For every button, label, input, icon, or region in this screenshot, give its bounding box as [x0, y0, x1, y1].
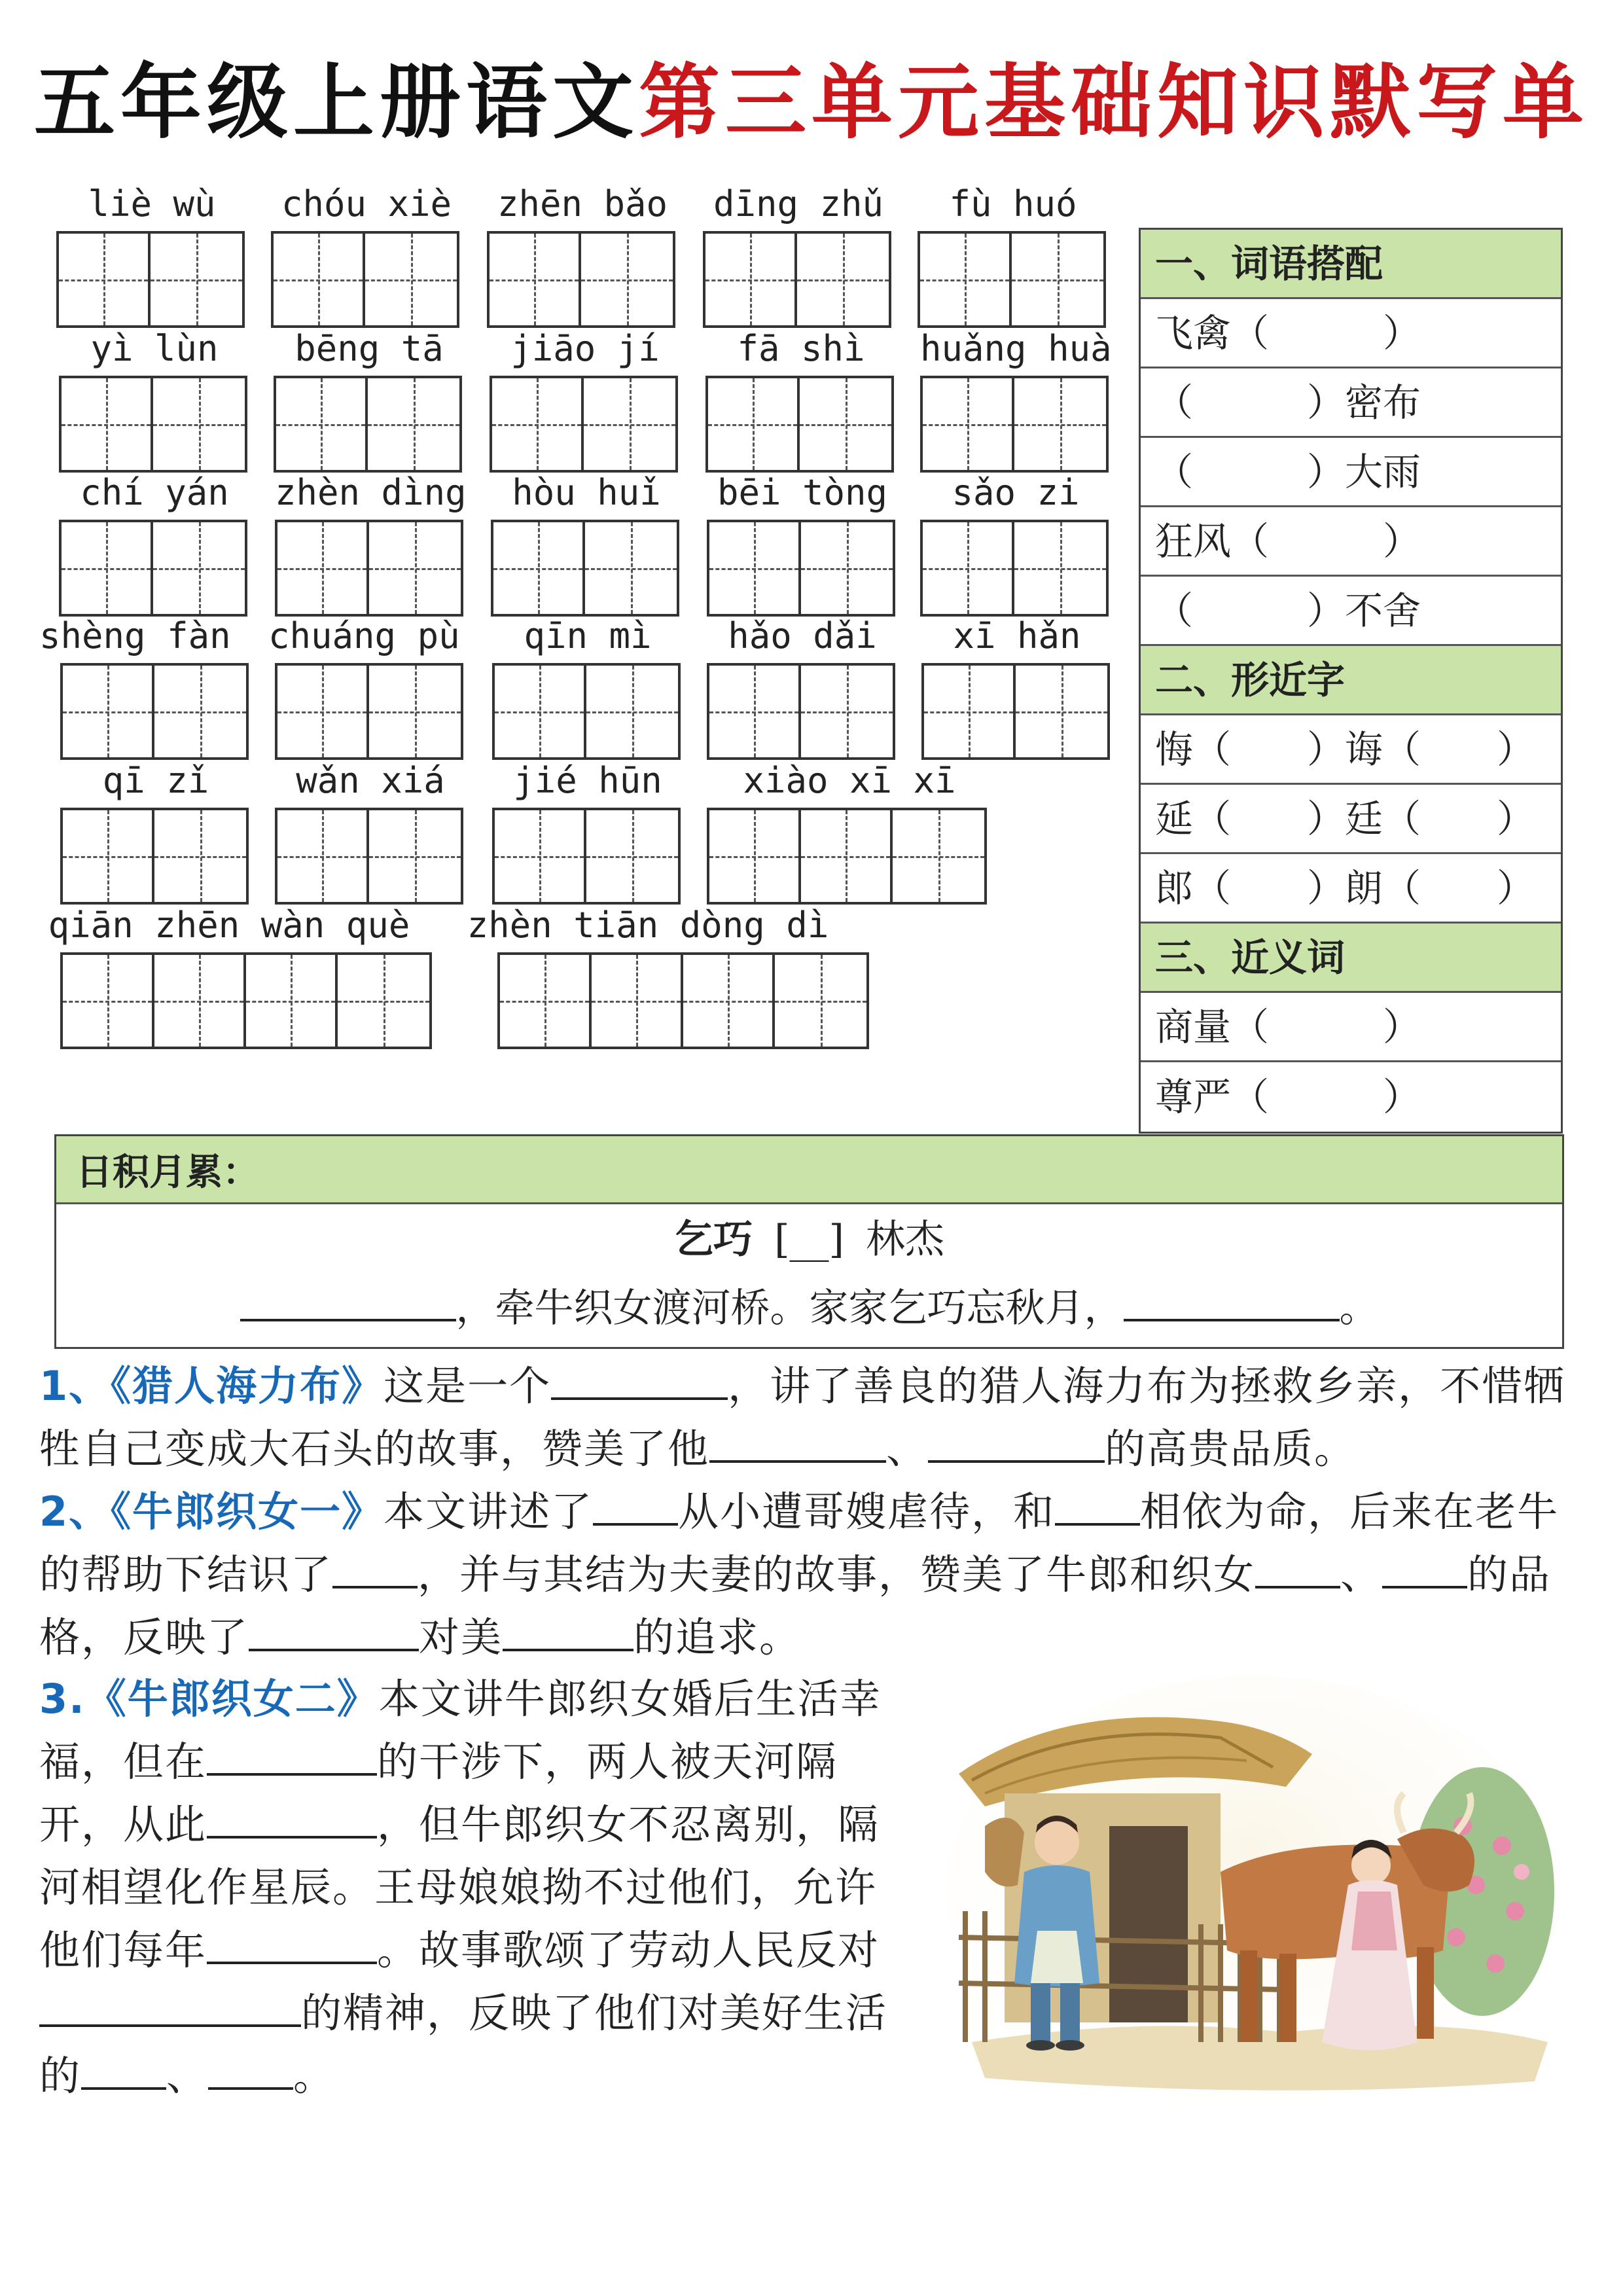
answer-blank[interactable]	[249, 1610, 419, 1651]
writing-boxes[interactable]	[274, 376, 462, 473]
answer-blank[interactable]	[207, 1734, 377, 1776]
poem-title: 乞巧	[674, 1217, 753, 1263]
writing-boxes[interactable]	[275, 663, 463, 760]
question-text: 的精神，反映了他们对美好生活的	[39, 1989, 888, 2100]
question-2	[39, 1480, 1590, 1669]
pinyin-label: qīn mì	[524, 615, 652, 656]
pinyin-label: chóu xiè	[281, 183, 452, 224]
pinyin-label: fā shì	[737, 328, 865, 369]
writing-boxes[interactable]	[921, 663, 1110, 760]
pinyin-label: jiāo jí	[510, 328, 660, 369]
pinyin-label: hǎo dǎi	[728, 615, 877, 656]
writing-boxes[interactable]	[275, 808, 463, 905]
question-number: 2、《牛郎织女一》	[39, 1488, 384, 1535]
poem-author: 林杰	[865, 1217, 944, 1263]
question-number: 3.《牛郎织女二》	[39, 1675, 379, 1723]
question-text: 的追求。	[633, 1613, 802, 1661]
pinyin-label: zhèn dìng	[275, 472, 467, 513]
pinyin-label: fù huó	[949, 183, 1077, 224]
fill-row[interactable]: 延（ ）廷（ ）	[1141, 785, 1561, 854]
writing-boxes[interactable]	[703, 231, 891, 328]
question-text: 的品格，反映了	[39, 1551, 1552, 1661]
pinyin-label: yì lùn	[90, 328, 219, 369]
writing-boxes[interactable]	[920, 520, 1109, 617]
section-header-similar-chars: 二、形近字	[1141, 646, 1561, 715]
title-part-1: 五年级上册语文	[33, 56, 639, 150]
pinyin-label: bēng tā	[294, 328, 444, 369]
writing-boxes[interactable]	[918, 231, 1106, 328]
writing-boxes[interactable]	[492, 808, 681, 905]
title-part-2: 第三单元基础知识默写单	[639, 56, 1590, 150]
fill-row[interactable]: （ ）不舍	[1141, 577, 1561, 646]
pinyin-label: huǎng huà	[920, 328, 1112, 369]
fill-row[interactable]: 郎（ ）朗（ ）	[1141, 854, 1561, 924]
answer-blank[interactable]	[332, 1547, 418, 1588]
writing-boxes[interactable]	[707, 520, 895, 617]
question-text: 对美	[419, 1613, 503, 1661]
page-title	[0, 56, 1623, 150]
pinyin-label: chuáng pù	[268, 615, 460, 656]
answer-blank[interactable]	[81, 2049, 166, 2090]
answer-blank[interactable]	[593, 1484, 678, 1526]
writing-boxes[interactable]	[487, 231, 675, 328]
writing-boxes[interactable]	[497, 952, 869, 1049]
question-text: ，讲了善良的猎人海力布为拯救乡亲，不惜牺牲自己变成大石头的故事，赞美了他	[39, 1362, 1566, 1473]
pinyin-label: chí yán	[80, 472, 229, 513]
pinyin-label: zhèn tiān dòng dì	[467, 905, 829, 946]
question-text: 的干涉下，两人被天河隔开，从此	[39, 1738, 838, 1848]
question-text: 从小遭哥嫂虐待，和	[678, 1488, 1056, 1535]
fill-row[interactable]: （ ）大雨	[1141, 438, 1561, 507]
section-header-word-pairing: 一、词语搭配	[1141, 230, 1561, 299]
pinyin-label: zhēn bǎo	[497, 183, 668, 224]
pinyin-label: qiān zhēn wàn què	[48, 905, 410, 946]
pinyin-label: qī zǐ	[102, 760, 209, 801]
question-text: 的高贵品质。	[1105, 1425, 1357, 1473]
fill-row[interactable]: 狂风（ ）	[1141, 507, 1561, 577]
fill-row[interactable]: 悔（ ）诲（ ）	[1141, 715, 1561, 785]
poem-title-line	[56, 1217, 1562, 1263]
question-3	[39, 1668, 916, 2108]
fill-row[interactable]: 飞禽（ ）	[1141, 299, 1561, 368]
answer-blank[interactable]	[928, 1422, 1105, 1463]
question-text: 。故事歌颂了劳动人民反对	[377, 1926, 880, 1974]
writing-boxes[interactable]	[492, 663, 681, 760]
question-text: 、	[886, 1425, 929, 1473]
answer-blank[interactable]	[503, 1610, 633, 1651]
writing-boxes[interactable]	[60, 952, 432, 1049]
answer-blank[interactable]	[207, 1923, 377, 1964]
question-text: 这是一个	[383, 1362, 552, 1410]
poem-text: ，牵牛织女渡河桥。家家乞巧忘秋月，	[455, 1285, 1124, 1331]
pinyin-label: wǎn xiá	[296, 760, 445, 801]
writing-boxes[interactable]	[490, 376, 678, 473]
writing-boxes[interactable]	[59, 520, 247, 617]
question-text: ，但牛郎织女不忍离别，隔河相望化作星辰。王母娘娘拗不过他们，允许他们每年	[39, 1801, 880, 1974]
fill-row[interactable]: 尊严（ ）	[1155, 1075, 1421, 1119]
answer-blank[interactable]	[207, 1797, 377, 1839]
writing-boxes[interactable]	[60, 663, 249, 760]
cowherd-weaver-illustration	[946, 1676, 1561, 2101]
pinyin-label: xī hǎn	[953, 615, 1081, 656]
answer-blank[interactable]	[709, 1422, 886, 1463]
answer-blank[interactable]	[551, 1359, 728, 1400]
pinyin-label: jié hūn	[513, 760, 662, 801]
fill-row[interactable]: （ ）密布	[1141, 368, 1561, 438]
pinyin-label: sǎo zi	[952, 472, 1080, 513]
pinyin-label: dīng zhǔ	[713, 183, 884, 224]
answer-blank[interactable]	[240, 1282, 456, 1321]
writing-boxes[interactable]	[920, 376, 1109, 473]
fill-row[interactable]: 商量（ ）	[1141, 993, 1561, 1062]
writing-boxes[interactable]	[705, 376, 894, 473]
answer-blank[interactable]	[1255, 1547, 1340, 1588]
pinyin-label: liè wù	[88, 183, 216, 224]
question-text: 。	[293, 2052, 336, 2100]
writing-boxes[interactable]	[275, 520, 463, 617]
pinyin-label: hòu huǐ	[512, 472, 661, 513]
question-text: 、	[166, 2052, 209, 2100]
answer-blank[interactable]	[39, 1986, 301, 2027]
writing-boxes[interactable]	[56, 231, 245, 328]
answer-blank[interactable]	[1382, 1547, 1467, 1588]
writing-boxes[interactable]	[271, 231, 459, 328]
poem-line	[56, 1282, 1562, 1331]
answer-blank[interactable]	[1124, 1282, 1340, 1321]
writing-boxes[interactable]	[707, 663, 895, 760]
poem-end: 。	[1339, 1285, 1379, 1331]
pinyin-label: bēi tòng	[717, 472, 888, 513]
question-text: ，并与其结为夫妻的故事，赞美了牛郎和织女	[418, 1551, 1256, 1598]
writing-boxes[interactable]	[491, 520, 679, 617]
section-header-synonyms: 三、近义词	[1141, 924, 1561, 993]
writing-boxes[interactable]	[59, 376, 247, 473]
question-text: 、	[1340, 1551, 1383, 1598]
question-text: 相依为命，后来在老牛的帮助下结识了	[39, 1488, 1560, 1598]
writing-boxes[interactable]	[707, 808, 987, 905]
answer-blank[interactable]	[1055, 1484, 1140, 1526]
pinyin-label: shèng fàn	[39, 615, 231, 656]
question-1	[39, 1355, 1590, 1480]
question-text: 本文讲牛郎织女婚后生活幸福，但在	[39, 1675, 882, 1785]
writing-boxes[interactable]	[60, 808, 249, 905]
question-number: 1、《猎人海力布》	[39, 1362, 384, 1410]
question-text: 本文讲述了	[383, 1488, 594, 1535]
pinyin-label: xiào xī xī	[743, 760, 956, 801]
poem-dynasty-blank[interactable]: [__]	[774, 1217, 844, 1263]
answer-blank[interactable]	[208, 2049, 293, 2090]
daily-header: 日积月累：	[56, 1136, 1562, 1204]
daily-accumulation-box	[54, 1134, 1564, 1349]
vocab-panel	[1139, 228, 1563, 1134]
